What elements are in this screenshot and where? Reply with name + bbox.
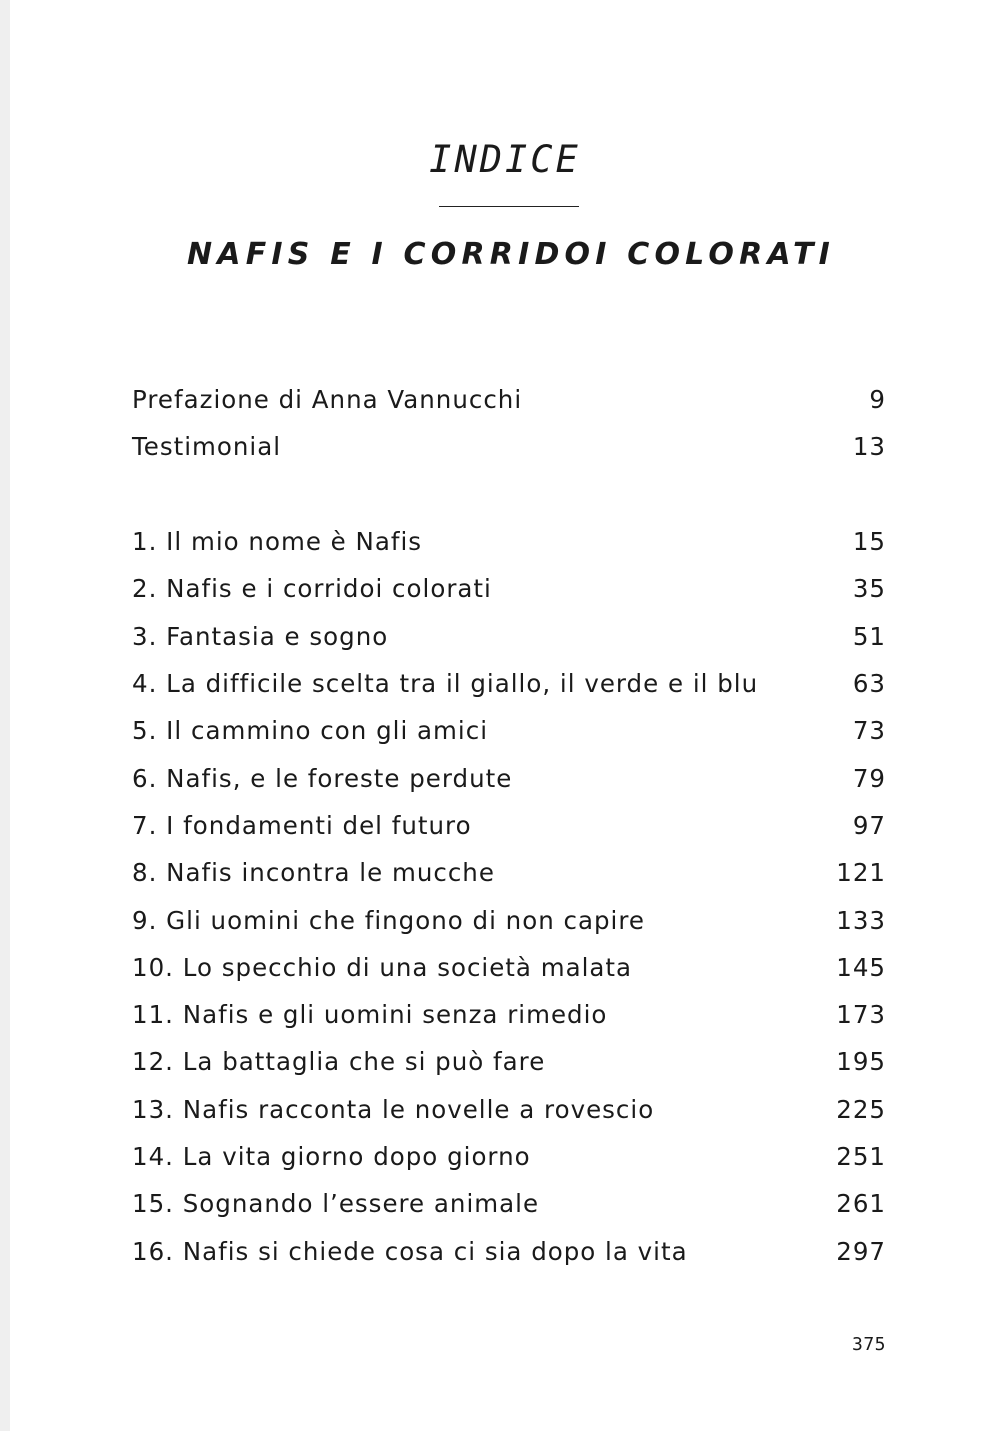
toc-entry-page: 79 [852,763,886,793]
toc-entry-label: 16. Nafis si chiede cosa ci sia dopo la vita [132,1236,688,1266]
toc-entry-chapter [132,1038,886,1085]
toc-entry-page: 261 [836,1189,886,1219]
toc-entry-label: 8. Nafis incontra le mucche [132,858,495,888]
toc-entry-page: 13 [852,432,886,462]
toc-entry-chapter [132,1227,886,1274]
toc-entry-page: 251 [836,1142,886,1171]
toc-entry-label: 10. Lo specchio di una società malata [132,952,633,982]
page-title: INDICE [429,138,581,181]
toc-entry-page: 97 [852,810,886,840]
toc-entry-chapter [132,565,886,612]
toc-entry-label: 1. Il mio nome è Nafis [132,527,423,557]
page-number: 375 [852,1334,887,1355]
toc-entry-page: 133 [836,905,886,935]
title-divider [439,206,579,207]
toc-entry-chapter [132,1180,886,1227]
toc-entry-page: 73 [852,716,886,746]
toc-entry-page: 145 [836,952,886,982]
toc-entry-label: 5. Il cammino con gli amici [132,716,489,746]
toc-entry-label: Testimonial [132,432,282,462]
toc-entry-label: 4. La difficile scelta tra il giallo, il verde e il blu [132,669,759,699]
toc-entry-page: 9 [869,385,886,415]
chapter-list [132,518,886,1275]
toc-entry-page: 63 [852,669,886,699]
toc-entry-page: 225 [836,1094,886,1124]
toc-entry-chapter [132,1086,886,1133]
toc-entry-preface [132,376,886,423]
toc-entry-chapter [132,896,886,943]
toc-entry-label: 13. Nafis racconta le novelle a rovescio [132,1094,655,1124]
toc-entry-page: 173 [836,1000,886,1030]
toc-entry-page: 15 [852,527,886,557]
book-subtitle: NAFIS E I CORRIDOI COLORATI [186,237,835,272]
toc-entry-testimonial [132,423,886,470]
toc-entry-chapter [132,660,886,707]
toc-entry-label: 12. La battaglia che si può fare [132,1047,546,1077]
toc-entry-label: 9. Gli uomini che fingono di non capire [132,905,645,935]
toc-entry-page: 195 [836,1047,886,1077]
toc-entry-label: 6. Nafis, e le foreste perdute [132,763,513,793]
toc-entry-chapter [132,613,886,660]
front-matter-list [132,376,886,471]
toc-entry-chapter [132,849,886,896]
toc-entry-label: 3. Fantasia e sogno [132,621,389,651]
toc-entry-label: Prefazione di Anna Vannucchi [132,385,523,415]
toc-entry-chapter [132,1133,886,1180]
toc-entry-chapter [132,754,886,801]
book-page [10,0,1000,1431]
toc-entry-chapter [132,707,886,754]
toc-entry-chapter [132,802,886,849]
toc-entry-label: 14. La vita giorno dopo giorno [132,1142,531,1171]
toc-entry-label: 7. I fondamenti del futuro [132,810,472,840]
toc-entry-page: 51 [852,621,886,651]
toc-entry-chapter [132,944,886,991]
toc-entry-chapter [132,518,886,565]
toc-entry-page: 297 [836,1236,886,1266]
toc-entry-page: 121 [836,858,886,888]
toc-entry-page: 35 [852,574,886,604]
toc-entry-label: 2. Nafis e i corridoi colorati [132,574,492,604]
toc-entry-chapter [132,991,886,1038]
toc-entry-label: 15. Sognando l’essere animale [132,1189,540,1219]
toc-entry-label: 11. Nafis e gli uomini senza rimedio [132,1000,608,1030]
